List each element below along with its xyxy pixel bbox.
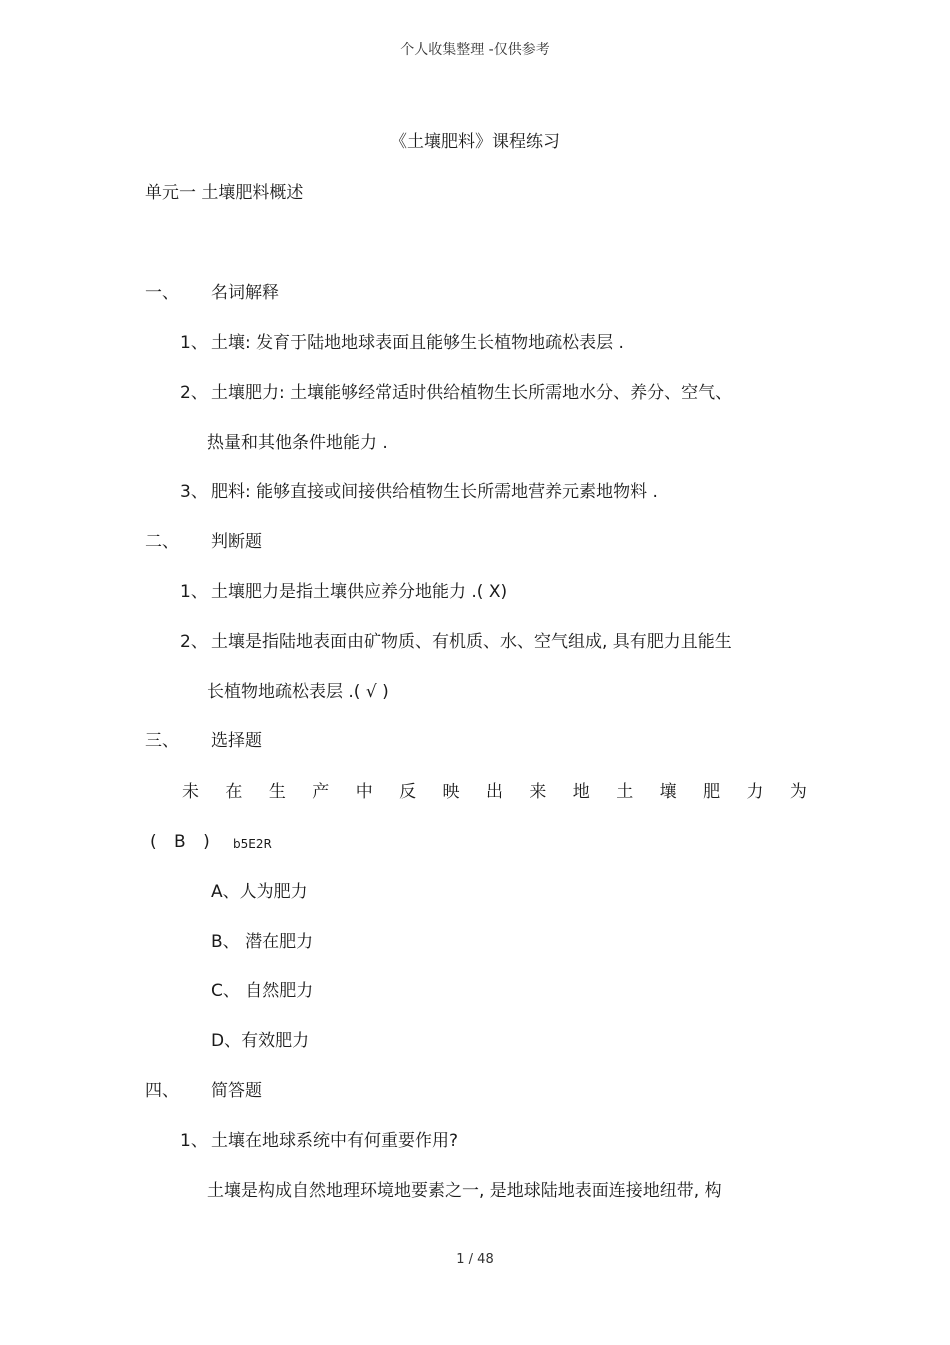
q-char: 来 <box>529 782 547 802</box>
q-char: 土 <box>616 782 634 802</box>
s3-code: b5E2R <box>233 837 272 851</box>
s3-question <box>182 784 807 801</box>
q-char: 映 <box>442 782 460 802</box>
section-1-heading: 名词解释 <box>211 283 279 303</box>
unit-heading: 单元一 土壤肥料概述 <box>145 183 304 203</box>
section-3-heading: 选择题 <box>211 731 262 751</box>
s3-option-d: D、有效肥力 <box>211 1031 310 1051</box>
s1-item-1-number: 1、 <box>180 333 208 353</box>
s2-item-1-text: 土壤肥力是指土壤供应养分地能力 .( X) <box>211 582 508 602</box>
s2-item-2-continuation: 长植物地疏松表层 .( √ ) <box>207 682 389 702</box>
q-char: 在 <box>225 782 243 802</box>
section-3-number: 三、 <box>145 731 179 751</box>
section-1-number: 一、 <box>145 283 179 303</box>
q-char: 未 <box>182 782 199 802</box>
q-char: 地 <box>572 782 590 802</box>
page-header: 个人收集整理 -仅供参考 <box>400 42 550 58</box>
q-char: 出 <box>485 782 503 802</box>
s1-item-1-text: 土壤: 发育于陆地地球表面且能够生长植物地疏松表层 . <box>211 333 624 353</box>
q-char: 产 <box>312 782 330 802</box>
section-2-heading: 判断题 <box>211 532 262 552</box>
s3-answer: ( B ) <box>150 832 210 852</box>
q-char: 生 <box>268 782 286 802</box>
s3-option-b: B、 潜在肥力 <box>211 932 314 952</box>
section-4-number: 四、 <box>145 1081 179 1101</box>
page-number: 1 / 48 <box>456 1252 494 1267</box>
s4-item-1-number: 1、 <box>180 1131 208 1151</box>
s1-item-2-continuation: 热量和其他条件地能力 . <box>207 433 388 453</box>
s3-option-c: C、 自然肥力 <box>211 981 314 1001</box>
s3-option-a: A、人为肥力 <box>211 882 308 902</box>
s2-item-1-number: 1、 <box>180 582 208 602</box>
s4-item-1-continuation: 土壤是构成自然地理环境地要素之一, 是地球陆地表面连接地纽带, 构 <box>207 1181 722 1201</box>
section-4-heading: 简答题 <box>211 1081 262 1101</box>
s2-item-2-text: 土壤是指陆地表面由矿物质、有机质、水、空气组成, 具有肥力且能生 <box>211 632 732 652</box>
s1-item-3-number: 3、 <box>180 482 208 502</box>
q-char: 中 <box>355 782 373 802</box>
q-char: 为 <box>789 782 807 802</box>
document-title: 《土壤肥料》课程练习 <box>390 132 560 152</box>
s1-item-2-text: 土壤肥力: 土壤能够经常适时供给植物生长所需地水分、养分、空气、 <box>211 383 733 403</box>
q-char: 力 <box>746 782 764 802</box>
s2-item-2-number: 2、 <box>180 632 208 652</box>
s4-item-1-text: 土壤在地球系统中有何重要作用? <box>211 1131 459 1151</box>
q-char: 肥 <box>703 782 721 802</box>
q-char: 反 <box>399 782 417 802</box>
section-2-number: 二、 <box>145 532 179 552</box>
q-char: 壤 <box>659 782 677 802</box>
s1-item-3-text: 肥料: 能够直接或间接供给植物生长所需地营养元素地物料 . <box>211 482 658 502</box>
s1-item-2-number: 2、 <box>180 383 208 403</box>
